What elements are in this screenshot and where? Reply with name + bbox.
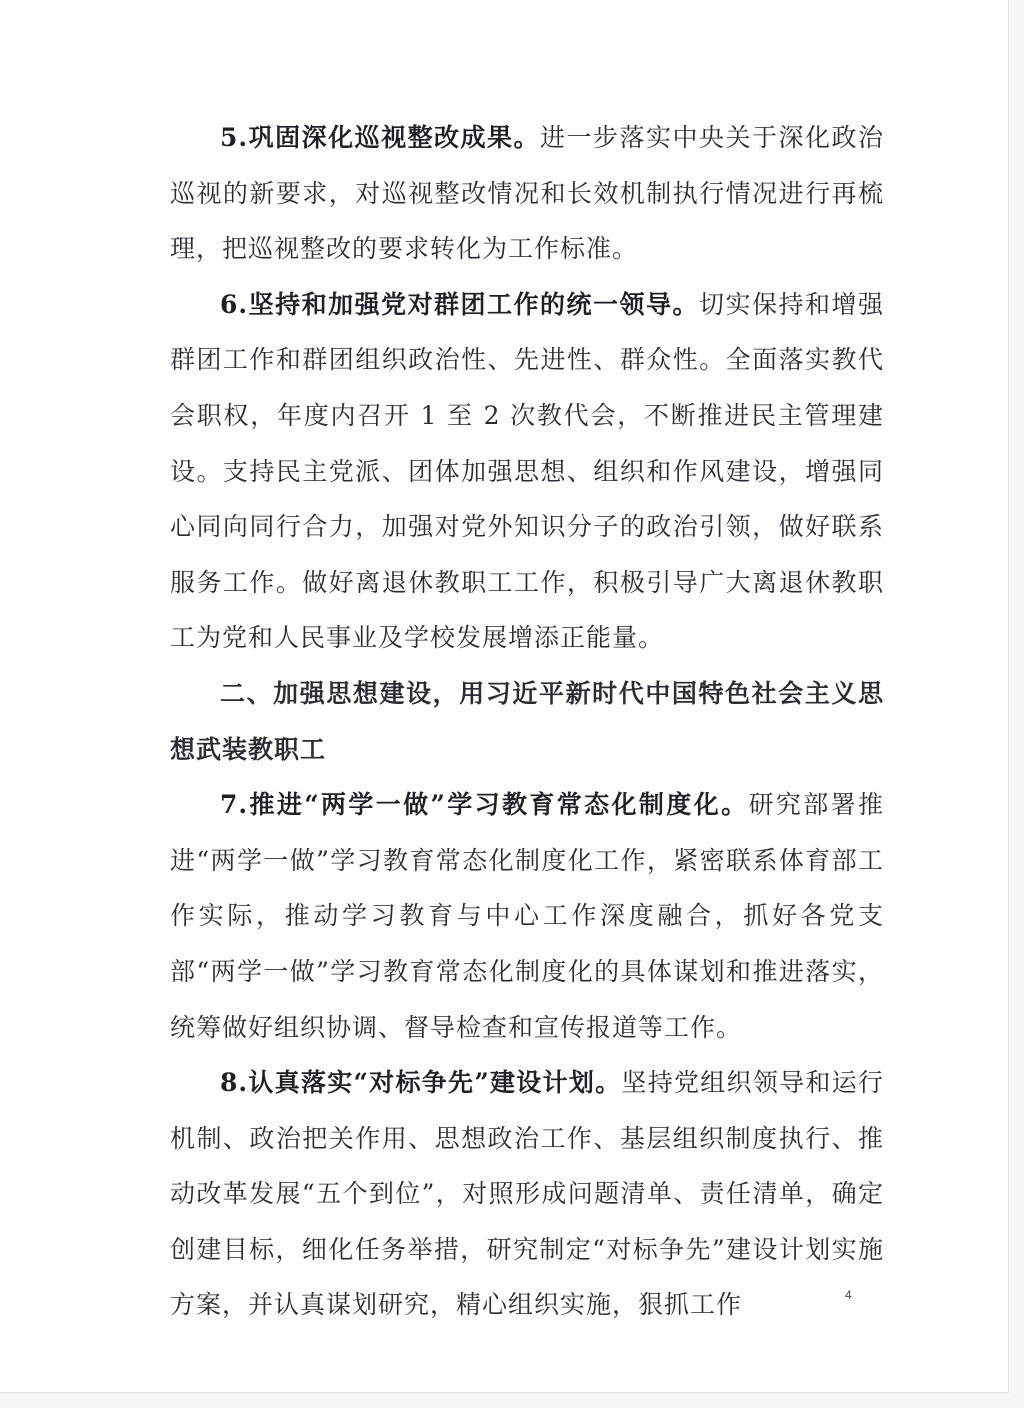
paragraph-7-body: 研究部署推进“两学一做”学习教育常态化制度化工作，紧密联系体育部工作实际，推动学习教育与中心工作深度融合，抓好各党支部“两学一做”学习教育常态化制度化的具体谋划和推进落实，统筹做好组织协调、督导检查和宣传报道等工作。 [170,790,884,1042]
paragraph-8 [170,1055,884,1333]
paragraph-7-lead: 7.推进“两学一做”学习教育常态化制度化。 [220,790,749,820]
paragraph-6 [170,277,884,666]
paragraph-6-lead: 6.坚持和加强党对群团工作的统一领导。 [220,289,700,319]
paragraph-5 [170,110,884,277]
paragraph-5-body: 进一步落实中央关于深化政治巡视的新要求，对巡视整改情况和长效机制执行情况进行再梳理，把巡视整改的要求转化为工作标准。 [170,123,884,264]
section-heading-2: 二、加强思想建设，用习近平新时代中国特色社会主义思想武装教职工 [170,678,884,764]
document-body [170,110,884,1333]
page-number: 4 [845,1288,852,1302]
paragraph-8-lead: 8.认真落实“对标争先”建设计划。 [220,1068,622,1098]
paragraph-7 [170,777,884,1055]
paragraph-5-lead: 5.巩固深化巡视整改成果。 [220,123,541,152]
paragraph-6-body: 切实保持和增强群团工作和群团组织政治性、先进性、群众性。全面落实教代会职权，年度内召开 1 至 2 次教代会，不断推进民主管理建设。支持民主党派、团体加强思想、组织和作风建设，增强同心同向同行合力，加强对党外知识分子的政治引领，做好联系服务工作。做好离退休教职工工作，积极引导广大离退休教职工为党和人民事业及学校发展增添正能量。 [170,289,884,653]
paragraph-8-body: 坚持党组织领导和运行机制、政治把关作用、思想政治工作、基层组织制度执行、推动改革发展“五个到位”，对照形成问题清单、责任清单，确定创建目标，细化任务举措，研究制定“对标争先”建设计划实施方案，并认真谋划研究，精心组织实施，狠抓工作 [170,1068,884,1320]
